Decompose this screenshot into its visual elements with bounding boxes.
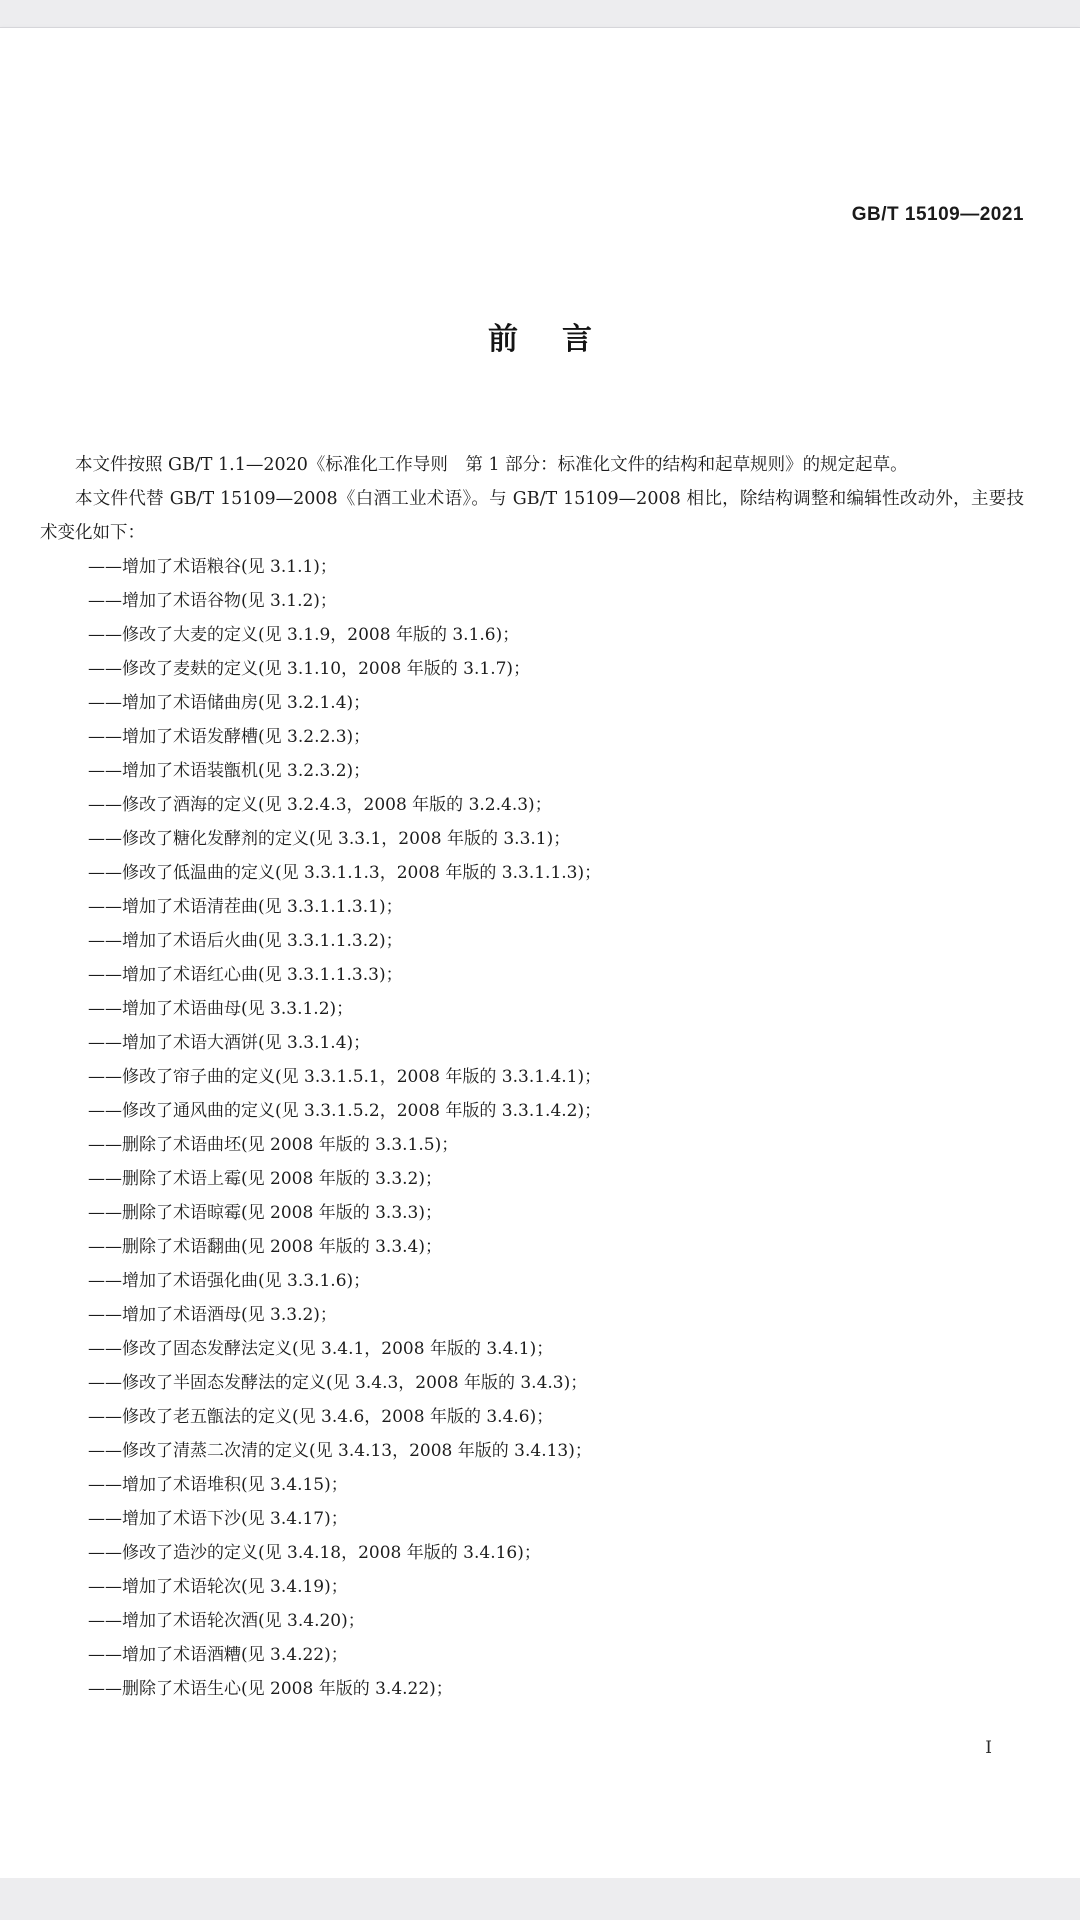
change-item: ——修改了糖化发酵剂的定义(见 3.3.1，2008 年版的 3.3.1)；: [88, 829, 571, 849]
change-item: ——增加了术语发酵槽(见 3.2.2.3)；: [88, 727, 371, 747]
change-item: ——修改了麦麸的定义(见 3.1.10，2008 年版的 3.1.7)；: [88, 659, 531, 679]
change-item: ——修改了老五甑法的定义(见 3.4.6，2008 年版的 3.4.6)；: [88, 1407, 554, 1427]
change-item: ——增加了术语粮谷(见 3.1.1)；: [88, 557, 337, 577]
change-item: ——增加了术语红心曲(见 3.3.1.1.3.3)；: [88, 965, 403, 985]
change-item: ——增加了术语酒糟(见 3.4.22)；: [88, 1645, 348, 1665]
change-item: ——增加了术语曲母(见 3.3.1.2)；: [88, 999, 354, 1019]
change-item: ——增加了术语储曲房(见 3.2.1.4)；: [88, 693, 371, 713]
paragraph-drafting-basis: 本文件按照 GB/T 1.1—2020《标准化工作导则 第 1 部分：标准化文件的结构和起草规则》的规定起草。: [75, 455, 908, 475]
change-item: ——增加了术语轮次(见 3.4.19)；: [88, 1577, 348, 1597]
page-number: I: [985, 1738, 992, 1758]
change-item: ——增加了术语清茬曲(见 3.3.1.1.3.1)；: [88, 897, 403, 917]
document-page: [0, 28, 1080, 1878]
document-body: [40, 448, 1024, 1706]
change-item: ——增加了术语大酒饼(见 3.3.1.4)；: [88, 1033, 371, 1053]
viewer-top-bar: [0, 0, 1080, 28]
change-item: ——修改了大麦的定义(见 3.1.9，2008 年版的 3.1.6)；: [88, 625, 520, 645]
technical-changes-list: [40, 550, 1024, 1706]
page-title: 前言: [488, 322, 636, 357]
change-item: ——增加了术语强化曲(见 3.3.1.6)；: [88, 1271, 371, 1291]
change-item: ——增加了术语谷物(见 3.1.2)；: [88, 591, 337, 611]
change-item: ——删除了术语上霉(见 2008 年版的 3.3.2)；: [88, 1169, 442, 1189]
change-item: ——修改了固态发酵法定义(见 3.4.1，2008 年版的 3.4.1)；: [88, 1339, 554, 1359]
change-item: ——修改了帘子曲的定义(见 3.3.1.5.1，2008 年版的 3.3.1.4.1)；: [88, 1067, 602, 1087]
viewer-bottom-bar: [0, 1878, 1080, 1920]
change-item: ——增加了术语酒母(见 3.3.2)；: [88, 1305, 337, 1325]
standard-number: GB/T 15109—2021: [851, 204, 1024, 225]
change-item: ——增加了术语后火曲(见 3.3.1.1.3.2)；: [88, 931, 403, 951]
change-item: ——修改了通风曲的定义(见 3.3.1.5.2，2008 年版的 3.3.1.4.2)；: [88, 1101, 602, 1121]
change-item: ——增加了术语装甑机(见 3.2.3.2)；: [88, 761, 371, 781]
change-item: ——修改了酒海的定义(见 3.2.4.3，2008 年版的 3.2.4.3)；: [88, 795, 552, 815]
change-item: ——增加了术语轮次酒(见 3.4.20)；: [88, 1611, 365, 1631]
change-item: ——删除了术语晾霉(见 2008 年版的 3.3.3)；: [88, 1203, 442, 1223]
change-item: ——增加了术语堆积(见 3.4.15)；: [88, 1475, 348, 1495]
change-item: ——修改了低温曲的定义(见 3.3.1.1.3，2008 年版的 3.3.1.1.3)；: [88, 863, 602, 883]
change-item: ——修改了造沙的定义(见 3.4.18，2008 年版的 3.4.16)；: [88, 1543, 541, 1563]
change-item: ——增加了术语下沙(见 3.4.17)；: [88, 1509, 348, 1529]
change-item: ——修改了半固态发酵法的定义(见 3.4.3，2008 年版的 3.4.3)；: [88, 1373, 588, 1393]
change-item: ——删除了术语翻曲(见 2008 年版的 3.3.4)；: [88, 1237, 442, 1257]
change-item: ——删除了术语生心(见 2008 年版的 3.4.22)；: [88, 1679, 453, 1699]
change-item: ——修改了清蒸二次清的定义(见 3.4.13，2008 年版的 3.4.13)；: [88, 1441, 592, 1461]
paragraph-replacement-note: 本文件代替 GB/T 15109—2008《白酒工业术语》。与 GB/T 15109—2008 相比，除结构调整和编辑性改动外，主要技术变化如下：: [40, 489, 1024, 543]
change-item: ——删除了术语曲坯(见 2008 年版的 3.3.1.5)；: [88, 1135, 459, 1155]
